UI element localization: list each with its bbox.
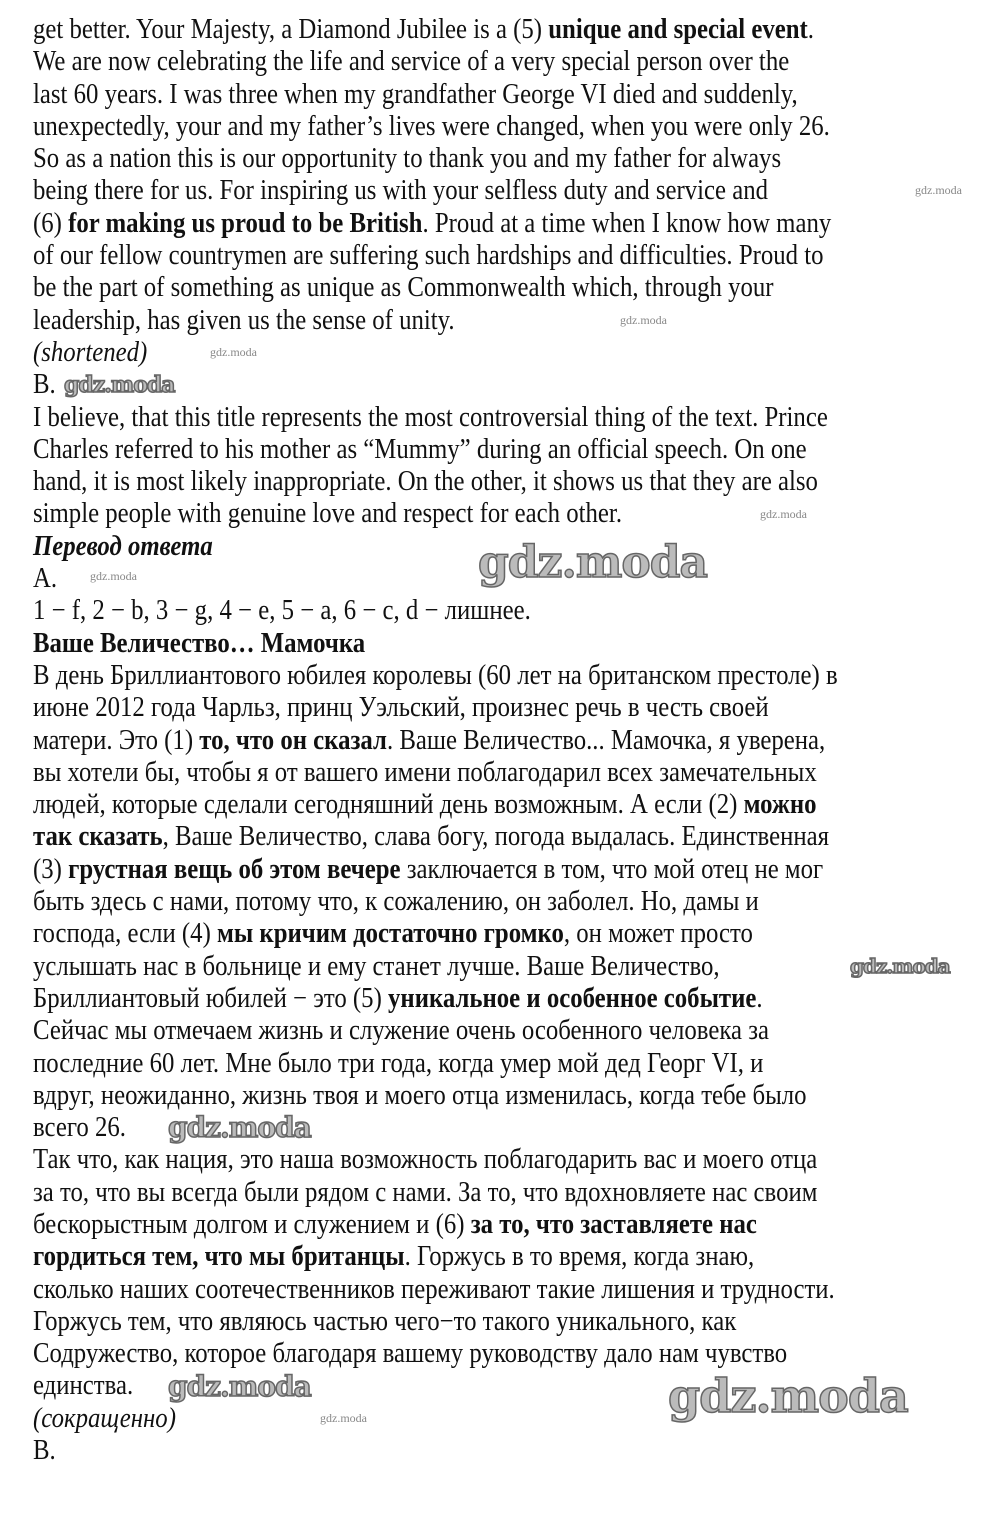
text-segment: . (756, 982, 763, 1014)
text-line (33, 143, 838, 175)
text-segment: get better. Your Majesty, a Diamond Jubilee is a (5) (33, 14, 549, 45)
text-line (33, 692, 838, 724)
text-segment: Горжусь тем, что являюсь частью чего−то такого уникального, как (33, 1305, 737, 1337)
text-segment: . (807, 14, 814, 45)
text-segment: B. (33, 369, 56, 401)
text-line (33, 111, 838, 143)
text-segment: услышать нас в больнице и ему станет лучше. Ваше Величество, (33, 950, 720, 982)
text-segment: (shortened) (33, 336, 148, 368)
text-line (33, 272, 838, 304)
text-line (33, 305, 838, 337)
text-segment: (сокращенно) (33, 1402, 176, 1434)
text-segment: матери. Это (1) (33, 724, 200, 756)
text-line (33, 757, 838, 789)
text-segment: Charles referred to his mother as “Mummy” during an official speech. On one (33, 433, 807, 465)
text-segment: being there for us. For inspiring us with your selfless duty and service and (33, 175, 769, 207)
bold-text: так сказать (33, 821, 163, 853)
text-segment: за то, что вы всегда были рядом с нами. За то, что вдохновляете нас своим (33, 1176, 818, 1208)
bold-text: за то, что заставляете нас (470, 1208, 757, 1240)
text-line (33, 498, 838, 530)
text-segment: господа, если (4) (33, 918, 218, 950)
watermark-small: gdz.moda (90, 569, 137, 583)
text-segment: Бриллиантовый юбилей − это (5) (33, 982, 389, 1014)
text-line (33, 14, 838, 46)
text-segment: быть здесь с нами, потому что, к сожалению, он заболел. Но, дамы и (33, 886, 759, 918)
text-line (33, 466, 838, 498)
watermark-small: gdz.moda (620, 313, 667, 327)
text-segment: последние 60 лет. Мне было три года, когда умер мой дед Георг VI, и (33, 1047, 764, 1079)
text-line (33, 402, 838, 434)
bold-text: можно (743, 789, 817, 821)
text-line (33, 886, 838, 918)
text-line (33, 208, 838, 240)
text-segment: Сейчас мы отмечаем жизнь и служение очень особенного человека за (33, 1015, 769, 1047)
watermark-small: gdz.moda (210, 345, 257, 359)
text-line (33, 595, 838, 627)
text-segment: be the part of something as unique as Commonwealth which, through your (33, 272, 774, 304)
bold-text: уникальное и особенное событие (388, 982, 757, 1014)
text-line (33, 1015, 838, 1047)
text-segment: B. (33, 1435, 56, 1467)
text-line (33, 789, 838, 821)
text-line (33, 1274, 838, 1306)
text-line (33, 531, 838, 563)
bold-text: грустная вещь об этом вечере (68, 853, 401, 885)
text-line (33, 1338, 838, 1370)
text-segment: Содружество, которое благодаря вашему руководству дало нам чувство (33, 1338, 788, 1370)
text-segment: всего 26. (33, 1112, 126, 1144)
text-segment: заключается в том, что мой отец не мог (400, 853, 824, 885)
text-segment: Перевод ответа (33, 530, 213, 562)
text-segment: unexpectedly, your and my father’s lives were changed, when you were only 26. (33, 110, 830, 142)
text-line (33, 46, 838, 78)
text-line (33, 1144, 838, 1176)
watermark: gdz.moda (668, 1369, 908, 1423)
watermark: gdz.moda (168, 1370, 311, 1403)
text-segment: , Ваше Величество, слава богу, погода выдалась. Единственная (162, 821, 830, 853)
text-segment: (6) (33, 207, 69, 239)
text-segment: единства. (33, 1370, 134, 1402)
text-segment: leadership, has given us the sense of unity. (33, 304, 455, 336)
text-segment: . Горжусь в то время, когда знаю, (404, 1241, 755, 1273)
bold-text: то, что он сказал (199, 724, 387, 756)
text-line (33, 1048, 838, 1080)
text-line (33, 175, 838, 207)
watermark-small: gdz.moda (915, 183, 962, 197)
text-segment: simple people with genuine love and respect for each other. (33, 498, 623, 530)
text-line (33, 821, 838, 853)
text-segment: , он может просто (563, 918, 753, 950)
text-segment: июне 2012 года Чарльз, принц Уэльский, произнес речь в честь своей (33, 692, 769, 724)
bold-text: for making us proud to be British (68, 207, 423, 239)
text-segment: We are now celebrating the life and service of a very special person over the (33, 46, 790, 78)
text-line (33, 725, 838, 757)
text-segment: людей, которые сделали сегодняшний день возможным. А если (2) (33, 789, 744, 821)
text-line (33, 951, 838, 983)
text-line (33, 563, 838, 595)
text-segment: . Ваше Величество... Мамочка, я уверена, (386, 724, 826, 756)
text-segment: I believe, that this title represents the most controversial thing of the text. Prince (33, 401, 828, 433)
text-segment: last 60 years. I was three when my grandfather George VI died and suddenly, (33, 78, 798, 110)
text-line (33, 1306, 838, 1338)
text-segment: of our fellow countrymen are suffering such hardships and difficulties. Proud to (33, 240, 824, 272)
text-segment: Так что, как нация, это наша возможность поблагодарить вас и моего отца (33, 1144, 818, 1176)
text-line (33, 337, 838, 369)
text-line (33, 434, 838, 466)
text-segment: (3) (33, 853, 69, 885)
watermark: gdz.moda (168, 1111, 311, 1144)
watermark: gdz.moda (850, 954, 950, 978)
text-line (33, 1209, 838, 1241)
text-segment: бескорыстным долгом и служением и (6) (33, 1208, 471, 1240)
text-segment: 1 − f, 2 − b, 3 − g, 4 − e, 5 − a, 6 − c, d − лишнее. (33, 595, 531, 627)
text-line (33, 854, 838, 886)
text-segment: В день Бриллиантового юбилея королевы (60 лет на британском престоле) в (33, 659, 838, 691)
text-line (33, 240, 838, 272)
document-body (33, 14, 942, 1467)
text-segment: A. (33, 563, 58, 595)
text-line (33, 1241, 838, 1273)
text-segment: вы хотели бы, чтобы я от вашего имени поблагодарил всех замечательных (33, 756, 817, 788)
watermark-small: gdz.moda (760, 507, 807, 521)
text-segment: hand, it is most likely inappropriate. On the other, it shows us that they are also (33, 466, 818, 498)
text-segment: сколько наших соотечественников переживают такие лишения и трудности. (33, 1273, 835, 1305)
bold-text: мы кричим достаточно громко (217, 918, 564, 950)
text-line (33, 79, 838, 111)
text-line (33, 1177, 838, 1209)
watermark-small: gdz.moda (320, 1411, 367, 1425)
bold-text: гордиться тем, что мы британцы (33, 1241, 405, 1273)
text-line (33, 628, 838, 660)
text-segment: So as a nation this is our opportunity to thank you and my father for always (33, 143, 782, 175)
text-line (33, 1435, 838, 1467)
watermark: gdz.moda (64, 372, 175, 398)
text-line (33, 983, 838, 1015)
text-line (33, 1080, 838, 1112)
text-segment: Ваше Величество… Мамочка (33, 627, 366, 659)
text-line (33, 918, 838, 950)
text-segment: . Proud at a time when I know how many (422, 207, 832, 239)
text-segment: вдруг, неожиданно, жизнь твоя и моего отца изменилась, когда тебе было (33, 1079, 807, 1111)
watermark: gdz.moda (478, 537, 708, 588)
bold-text: unique and special event (548, 14, 808, 45)
text-line (33, 1112, 838, 1144)
text-line (33, 660, 838, 692)
